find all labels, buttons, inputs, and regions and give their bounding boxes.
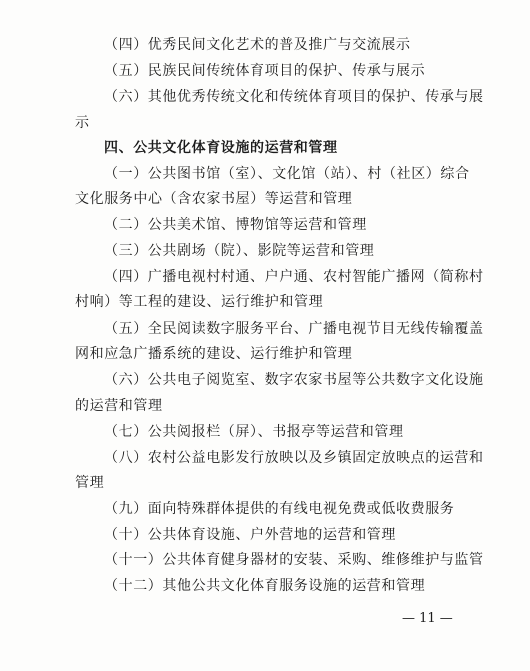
paragraph-line: （九）面向特殊群体提供的有线电视免费或低收费服务 bbox=[104, 501, 455, 517]
paragraph-line: （十二）其他公共文化体育服务设施的运营和管理 bbox=[104, 578, 426, 594]
paragraph-line: （八）农村公益电影发行放映以及乡镇固定放映点的运营和 bbox=[104, 450, 484, 466]
paragraph-line: （十一）公共体育健身器材的安装、采购、维修维护与监管 bbox=[104, 552, 484, 568]
paragraph-line: （五）民族民间传统体育项目的保护、传承与展示 bbox=[104, 63, 426, 79]
paragraph-line: （四）优秀民间文化艺术的普及推广与交流展示 bbox=[104, 37, 411, 53]
page-number: — 11 — bbox=[402, 611, 453, 626]
paragraph-line: （一）公共图书馆（室）、文化馆（站）、村（社区）综合 bbox=[104, 166, 470, 182]
paragraph-line: （五）全民阅读数字服务平台、广播电视节目无线传输覆盖 bbox=[104, 321, 484, 337]
paragraph-line: （七）公共阅报栏（屏）、书报亭等运营和管理 bbox=[104, 424, 404, 440]
paragraph-line: 的运营和管理 bbox=[75, 398, 163, 414]
paragraph-line: （四）广播电视村村通、户户通、农村智能广播网（简称村 bbox=[104, 269, 484, 285]
section-heading: 四、公共文化体育设施的运营和管理 bbox=[104, 140, 338, 156]
paragraph-line: （三）公共剧场（院）、影院等运营和管理 bbox=[104, 243, 375, 259]
paragraph-line: 村响）等工程的建设、运行维护和管理 bbox=[75, 294, 324, 310]
paragraph-line: （六）其他优秀传统文化和传统体育项目的保护、传承与展 bbox=[104, 89, 484, 105]
paragraph-line: 示 bbox=[75, 115, 90, 131]
paragraph-line: （六）公共电子阅览室、数字农家书屋等公共数字文化设施 bbox=[104, 372, 484, 388]
paragraph-line: 网和应急广播系统的建设、运行维护和管理 bbox=[75, 346, 353, 362]
paragraph-line: 文化服务中心（含农家书屋）等运营和管理 bbox=[75, 191, 353, 207]
paragraph-line: 管理 bbox=[75, 475, 105, 491]
paragraph-line: （十）公共体育设施、户外营地的运营和管理 bbox=[104, 527, 396, 543]
paragraph-line: （二）公共美术馆、博物馆等运营和管理 bbox=[104, 217, 367, 233]
